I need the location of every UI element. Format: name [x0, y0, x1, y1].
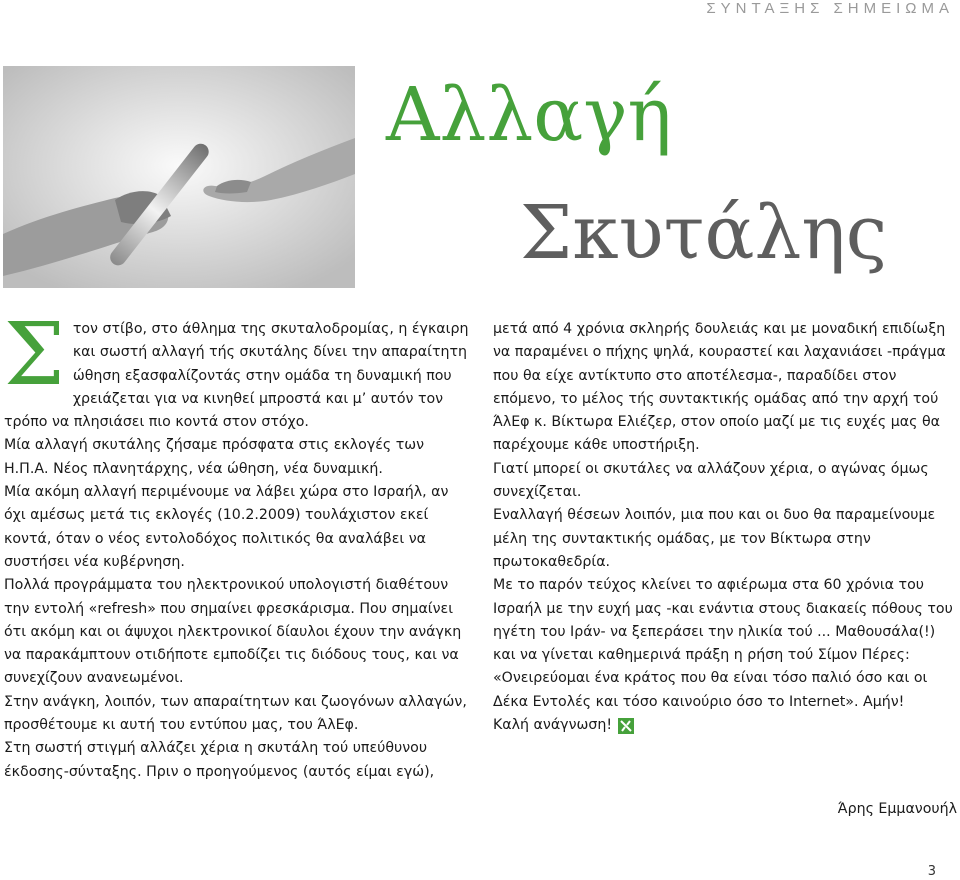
article-column-left: [4, 305, 472, 784]
paragraph: Μία αλλαγή σκυτάλης ζήσαμε πρόσφατα στις εκλογές των Η.Π.Α. Νέος πλανητάρχης, νέα ώθηση, νέα δυναμική.: [4, 437, 425, 477]
paragraph: τον στίβο, στο άθλημα της σκυταλοδρομίας, η έγκαιρη και σωστή αλλαγή τής σκυτάλης δίνει την απαραίτητη ώθηση εξασφαλίζοντάς στην ομάδα τη δυναμική που χρειάζεται για να κινηθεί μπροστά και μ’ αυτόν τον τρόπο να πλησιάσει πιο κοντά στον στόχο.: [4, 321, 469, 431]
author-name: Άρης Εμμανουήλ: [837, 801, 957, 817]
signoff-text: Καλή ανάγνωση!: [493, 717, 613, 734]
paragraph: Στην ανάγκη, λοιπόν, των απαραίτητων και ζωογόνων αλλαγών, προσθέτουμε κι αυτή του εντύπου μας, του ΆλΕφ.: [4, 693, 467, 734]
baton-handoff-illustration: [3, 66, 355, 288]
page-number: 3: [927, 864, 936, 879]
drop-cap: Σ: [4, 305, 65, 405]
section-label: ΣΥΝΤΑΞΗΣ ΣΗΜΕΙΩΜΑ: [706, 0, 954, 17]
paragraph: Στη σωστή στιγμή αλλάζει χέρια η σκυτάλη τού υπεύθυνου έκδοσης-σύνταξης. Πριν ο προηγούμενος (αυτός είμαι εγώ),: [4, 740, 435, 780]
paragraph: Πολλά προγράμματα του ηλεκτρονικού υπολογιστή διαθέτουν την εντολή «refresh» που σημαίνει φρεσκάρισμα. Που σημαίνει ότι ακόμη και οι άψυχοι ηλεκτρονικοί δίαυλοι έχουν την ανάγκη να παρακάμπτουν οτιδήποτε εμποδίζει τις διόδους τους, και να συνεχίζουν ανανεωμένοι.: [4, 577, 462, 687]
paragraph: Μία ακόμη αλλαγή περιμένουμε να λάβει χώρα στο Ισραήλ, αν όχι αμέσως μετά τις εκλογές (10.2.2009) τουλάχιστον εκεί κοντά, όταν ο νέος εντολοδόχος πολιτικός θα αναλάβει να συστήσει νέα κυβέρνηση.: [4, 484, 449, 570]
paragraph: Γιατί μπορεί οι σκυτάλες να αλλάζουν χέρια, ο αγώνας όμως συνεχίζεται.: [493, 460, 929, 501]
paragraph: Εναλλαγή θέσεων λοιπόν, μια που και οι δυο θα παραμείνουμε μέλη της συντακτικής ομάδας, με τον Βίκτωρα στην πρωτοκαθεδρία.: [493, 507, 936, 570]
alef-logo-glyph: [618, 718, 634, 734]
paragraph: Με το παρόν τεύχος κλείνει το αφιέρωμα στα 60 χρόνια του Ισραήλ με την ευχή μας -και ενάντια στους διακαείς πόθους του ηγέτη του Ιράν- να ξεπεράσει την ηλικία τού ... Μαθουσάλα(!) και να γίνεται καθημερινά πράξη η ρήση τού Σίμον Πέρες: «Ονειρεύομαι ένα κράτος που θα είναι τόσο παλιό όσο και οι Δέκα Εντολές και τόσο καινούριο όσο το Internet». Αμήν!: [493, 577, 953, 710]
title-line-1: Αλλαγή: [386, 72, 672, 158]
article-column-right: [493, 318, 957, 737]
title-line-2: Σκυτάλης: [520, 190, 888, 276]
signoff-line: [493, 714, 957, 737]
alef-logo-icon: [618, 718, 634, 734]
paragraph: μετά από 4 χρόνια σκληρής δουλειάς και με μοναδική επιδίωξη να παραμένει ο πήχης ψηλά, κουραστεί και λαχανιάσει -πράγμα που θα είχε αντίκτυπο στο αποτέλεσμα-, παραδίδει στον επόμενο, το μέλος τής συντακτικής ομάδας από την αρχή τού ΆλΕφ κ. Βίκτωρα Ελιέζερ, στον οποίο μαζί με τις ευχές μας θα παρέχουμε κάθε υποστήριξη.: [493, 321, 946, 454]
relay-baton-photo: [3, 66, 355, 288]
